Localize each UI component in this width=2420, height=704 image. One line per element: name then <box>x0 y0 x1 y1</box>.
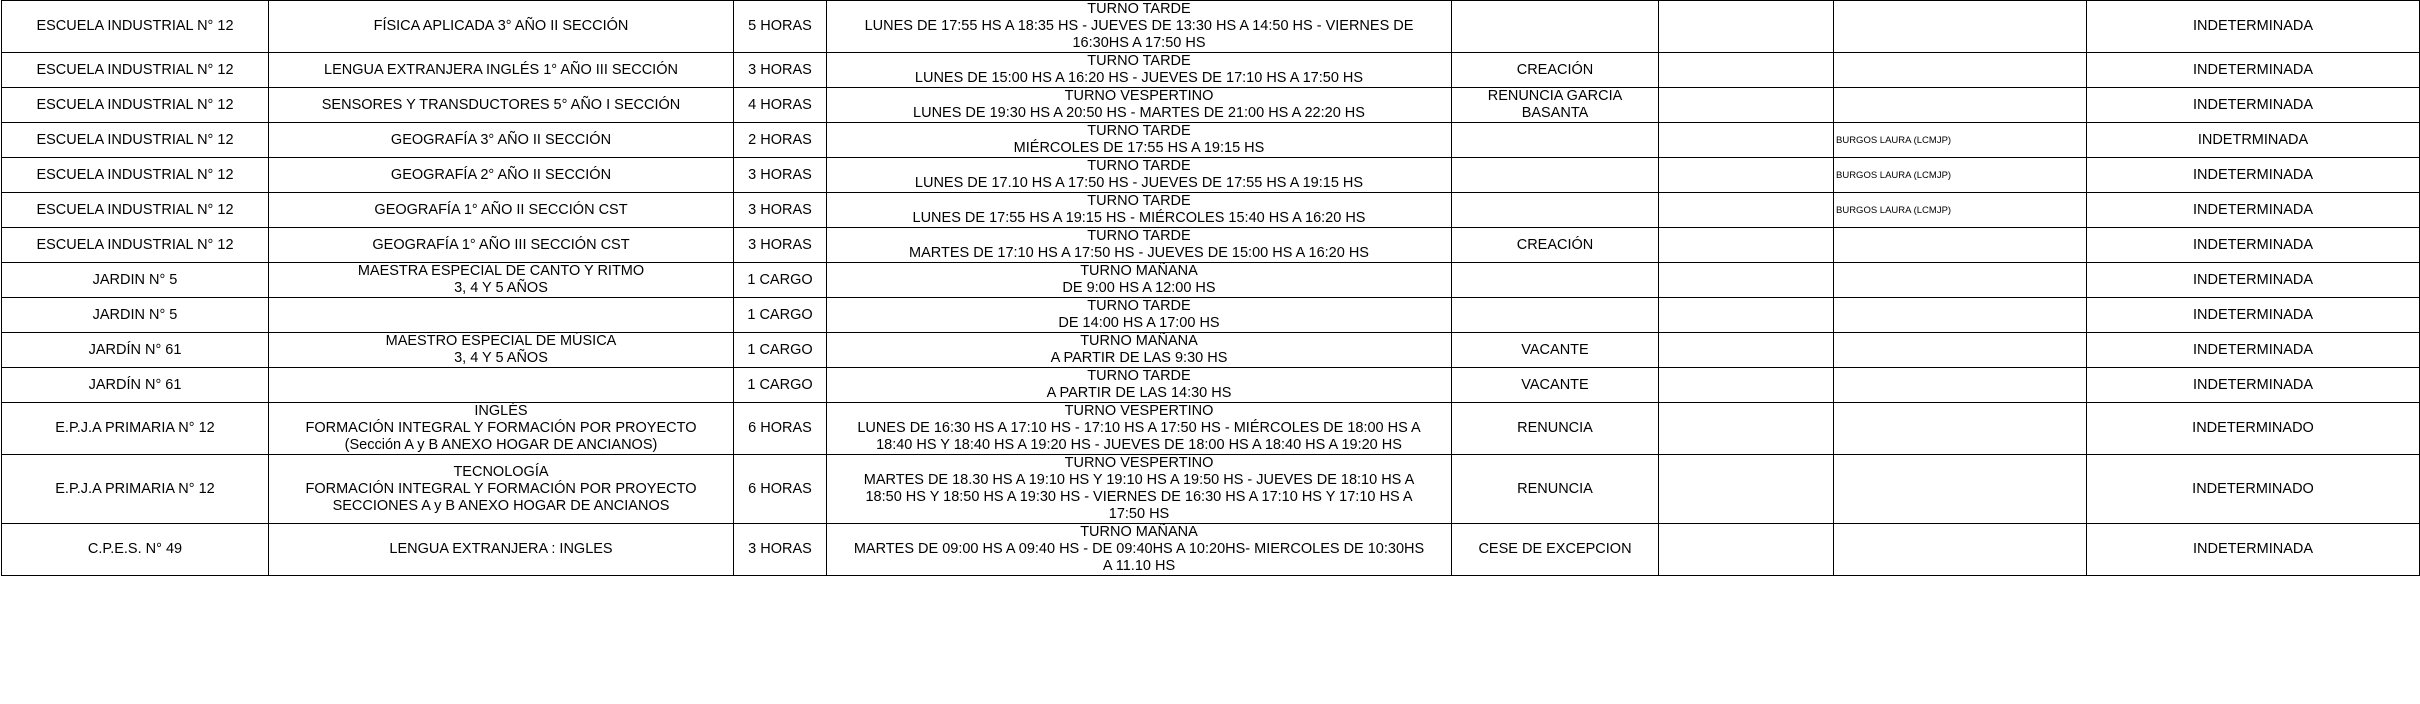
duration-cell: INDETERMINADA <box>2087 333 2420 368</box>
reason-cell: RENUNCIA <box>1452 403 1659 455</box>
blank-cell <box>1659 263 1834 298</box>
table-body <box>2 1 2420 576</box>
load-cell: 4 HORAS <box>734 88 827 123</box>
blank-cell <box>1659 333 1834 368</box>
load-cell: 1 CARGO <box>734 368 827 403</box>
blank-cell <box>1659 368 1834 403</box>
load-cell: 3 HORAS <box>734 228 827 263</box>
schedule-cell: TURNO TARDE MARTES DE 17:10 HS A 17:50 HS - JUEVES DE 15:00 HS A 16:20 HS <box>827 228 1452 263</box>
load-cell: 3 HORAS <box>734 193 827 228</box>
assignee-note-cell <box>1834 1 2087 53</box>
table-row <box>2 193 2420 228</box>
reason-cell <box>1452 193 1659 228</box>
assignee-note-cell <box>1834 88 2087 123</box>
table-row <box>2 263 2420 298</box>
blank-cell <box>1659 455 1834 524</box>
school-cell: ESCUELA INDUSTRIAL N° 12 <box>2 193 269 228</box>
subject-cell: MAESTRA ESPECIAL DE CANTO Y RITMO 3, 4 Y 5 AÑOS <box>269 263 734 298</box>
school-cell: ESCUELA INDUSTRIAL N° 12 <box>2 228 269 263</box>
blank-cell <box>1659 1 1834 53</box>
schedule-cell: TURNO VESPERTINO MARTES DE 18.30 HS A 19:10 HS Y 19:10 HS A 19:50 HS - JUEVES DE 18:10 HS A 18:50 HS Y 18:50 HS A 19:30 HS - VIERNES DE 16:30 HS A 17:10 HS Y 17:10 HS A 17:50 HS <box>827 455 1452 524</box>
school-cell: JARDÍN N° 61 <box>2 333 269 368</box>
load-cell: 1 CARGO <box>734 263 827 298</box>
table-row <box>2 333 2420 368</box>
subject-cell: TECNOLOGÍA FORMACIÓN INTEGRAL Y FORMACIÓN POR PROYECTO SECCIONES A y B ANEXO HOGAR DE ANCIANOS <box>269 455 734 524</box>
school-cell: ESCUELA INDUSTRIAL N° 12 <box>2 88 269 123</box>
assignee-note-cell <box>1834 228 2087 263</box>
load-cell: 6 HORAS <box>734 403 827 455</box>
blank-cell <box>1659 193 1834 228</box>
school-cell: E.P.J.A PRIMARIA N° 12 <box>2 455 269 524</box>
subject-cell: LENGUA EXTRANJERA : INGLES <box>269 524 734 576</box>
assignee-note-cell <box>1834 455 2087 524</box>
duration-cell: INDETERMINADA <box>2087 1 2420 53</box>
table-row <box>2 298 2420 333</box>
schedule-cell: TURNO TARDE A PARTIR DE LAS 14:30 HS <box>827 368 1452 403</box>
assignee-note-cell <box>1834 524 2087 576</box>
table-row <box>2 368 2420 403</box>
table-row <box>2 88 2420 123</box>
blank-cell <box>1659 123 1834 158</box>
schedule-cell: TURNO MAÑANA A PARTIR DE LAS 9:30 HS <box>827 333 1452 368</box>
subject-cell: GEOGRAFÍA 2° AÑO II SECCIÓN <box>269 158 734 193</box>
load-cell: 3 HORAS <box>734 524 827 576</box>
subject-cell: LENGUA EXTRANJERA INGLÉS 1° AÑO III SECCIÓN <box>269 53 734 88</box>
schedule-cell: TURNO MAÑANA DE 9:00 HS A 12:00 HS <box>827 263 1452 298</box>
schedule-cell: TURNO TARDE LUNES DE 17:55 HS A 18:35 HS - JUEVES DE 13:30 HS A 14:50 HS - VIERNES DE 16:30HS A 17:50 HS <box>827 1 1452 53</box>
school-cell: ESCUELA INDUSTRIAL N° 12 <box>2 123 269 158</box>
assignee-note-cell <box>1834 53 2087 88</box>
school-cell: C.P.E.S. N° 49 <box>2 524 269 576</box>
load-cell: 2 HORAS <box>734 123 827 158</box>
duration-cell: INDETERMINADA <box>2087 88 2420 123</box>
schedule-cell: TURNO VESPERTINO LUNES DE 16:30 HS A 17:10 HS - 17:10 HS A 17:50 HS - MIÉRCOLES DE 18:00 HS A 18:40 HS Y 18:40 HS A 19:20 HS - JUEVES DE 18:00 HS A 18:40 HS A 19:20 HS <box>827 403 1452 455</box>
reason-cell: RENUNCIA <box>1452 455 1659 524</box>
load-cell: 3 HORAS <box>734 158 827 193</box>
load-cell: 5 HORAS <box>734 1 827 53</box>
blank-cell <box>1659 298 1834 333</box>
blank-cell <box>1659 524 1834 576</box>
subject-cell: GEOGRAFÍA 1° AÑO II SECCIÓN CST <box>269 193 734 228</box>
school-cell: JARDÍN N° 61 <box>2 368 269 403</box>
assignee-note-cell <box>1834 333 2087 368</box>
duration-cell: INDETRMINADA <box>2087 123 2420 158</box>
table-row <box>2 455 2420 524</box>
schedule-cell: TURNO MAÑANA MARTES DE 09:00 HS A 09:40 HS - DE 09:40HS A 10:20HS- MIERCOLES DE 10:30HS A 11.10 HS <box>827 524 1452 576</box>
duration-cell: INDETERMINADA <box>2087 524 2420 576</box>
reason-cell: CESE DE EXCEPCION <box>1452 524 1659 576</box>
assignee-note-cell: BURGOS LAURA (LCMJP) <box>1834 123 2087 158</box>
reason-cell <box>1452 298 1659 333</box>
subject-cell: SENSORES Y TRANSDUCTORES 5° AÑO I SECCIÓN <box>269 88 734 123</box>
subject-cell: INGLÉS FORMACIÓN INTEGRAL Y FORMACIÓN POR PROYECTO (Sección A y B ANEXO HOGAR DE ANCIANOS) <box>269 403 734 455</box>
duration-cell: INDETERMINADA <box>2087 263 2420 298</box>
schedule-cell: TURNO TARDE LUNES DE 17.10 HS A 17:50 HS - JUEVES DE 17:55 HS A 19:15 HS <box>827 158 1452 193</box>
schedule-cell: TURNO TARDE MIÉRCOLES DE 17:55 HS A 19:15 HS <box>827 123 1452 158</box>
reason-cell <box>1452 158 1659 193</box>
subject-cell <box>269 298 734 333</box>
subject-cell: FÍSICA APLICADA 3° AÑO II SECCIÓN <box>269 1 734 53</box>
duration-cell: INDETERMINADA <box>2087 228 2420 263</box>
schedule-cell: TURNO TARDE LUNES DE 17:55 HS A 19:15 HS - MIÉRCOLES 15:40 HS A 16:20 HS <box>827 193 1452 228</box>
table-row <box>2 158 2420 193</box>
reason-cell <box>1452 123 1659 158</box>
schedule-cell: TURNO VESPERTINO LUNES DE 19:30 HS A 20:50 HS - MARTES DE 21:00 HS A 22:20 HS <box>827 88 1452 123</box>
table-row <box>2 1 2420 53</box>
duration-cell: INDETERMINADA <box>2087 298 2420 333</box>
duration-cell: INDETERMINADO <box>2087 403 2420 455</box>
reason-cell: VACANTE <box>1452 333 1659 368</box>
table-row <box>2 403 2420 455</box>
vacancies-table <box>1 0 2420 576</box>
schedule-cell: TURNO TARDE LUNES DE 15:00 HS A 16:20 HS - JUEVES DE 17:10 HS A 17:50 HS <box>827 53 1452 88</box>
assignee-note-cell: BURGOS LAURA (LCMJP) <box>1834 193 2087 228</box>
duration-cell: INDETERMINADA <box>2087 193 2420 228</box>
school-cell: ESCUELA INDUSTRIAL N° 12 <box>2 158 269 193</box>
schedule-cell: TURNO TARDE DE 14:00 HS A 17:00 HS <box>827 298 1452 333</box>
load-cell: 1 CARGO <box>734 298 827 333</box>
table-row <box>2 123 2420 158</box>
school-cell: ESCUELA INDUSTRIAL N° 12 <box>2 1 269 53</box>
assignee-note-cell <box>1834 263 2087 298</box>
assignee-note-cell <box>1834 298 2087 333</box>
duration-cell: INDETERMINADO <box>2087 455 2420 524</box>
duration-cell: INDETERMINADA <box>2087 158 2420 193</box>
assignee-note-cell: BURGOS LAURA (LCMJP) <box>1834 158 2087 193</box>
duration-cell: INDETERMINADA <box>2087 53 2420 88</box>
blank-cell <box>1659 88 1834 123</box>
load-cell: 6 HORAS <box>734 455 827 524</box>
reason-cell: CREACIÓN <box>1452 53 1659 88</box>
reason-cell <box>1452 1 1659 53</box>
reason-cell: CREACIÓN <box>1452 228 1659 263</box>
school-cell: JARDIN N° 5 <box>2 263 269 298</box>
reason-cell: RENUNCIA GARCIA BASANTA <box>1452 88 1659 123</box>
school-cell: JARDIN N° 5 <box>2 298 269 333</box>
blank-cell <box>1659 53 1834 88</box>
assignee-note-cell <box>1834 368 2087 403</box>
assignee-note-cell <box>1834 403 2087 455</box>
subject-cell <box>269 368 734 403</box>
load-cell: 3 HORAS <box>734 53 827 88</box>
table-row <box>2 524 2420 576</box>
blank-cell <box>1659 228 1834 263</box>
table-row <box>2 53 2420 88</box>
reason-cell <box>1452 263 1659 298</box>
reason-cell: VACANTE <box>1452 368 1659 403</box>
subject-cell: GEOGRAFÍA 3° AÑO II SECCIÓN <box>269 123 734 158</box>
load-cell: 1 CARGO <box>734 333 827 368</box>
duration-cell: INDETERMINADA <box>2087 368 2420 403</box>
blank-cell <box>1659 158 1834 193</box>
subject-cell: MAESTRO ESPECIAL DE MÚSICA 3, 4 Y 5 AÑOS <box>269 333 734 368</box>
blank-cell <box>1659 403 1834 455</box>
subject-cell: GEOGRAFÍA 1° AÑO III SECCIÓN CST <box>269 228 734 263</box>
table-row <box>2 228 2420 263</box>
school-cell: E.P.J.A PRIMARIA N° 12 <box>2 403 269 455</box>
school-cell: ESCUELA INDUSTRIAL N° 12 <box>2 53 269 88</box>
